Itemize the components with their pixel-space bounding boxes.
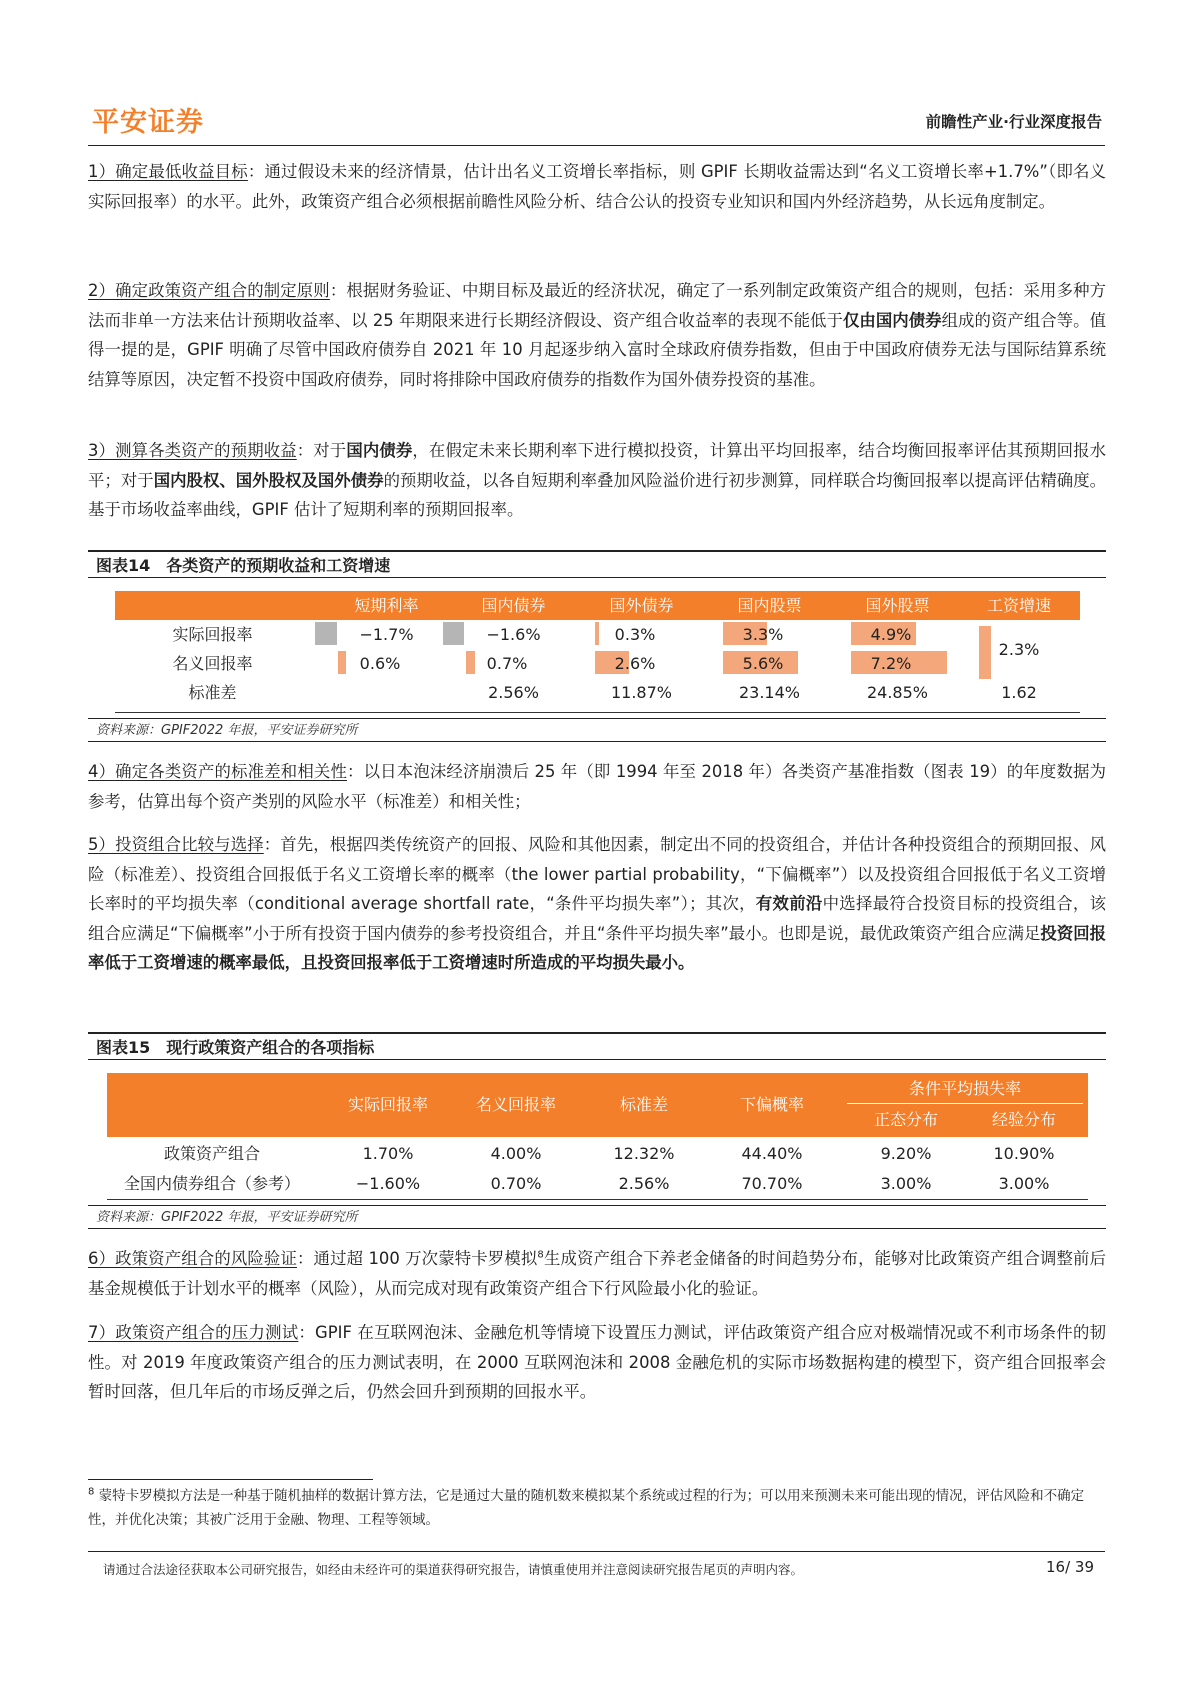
figure15-row0-v5: 10.90% [993, 1144, 1055, 1163]
figure15-row0-v0: 1.70% [362, 1144, 414, 1163]
figure15-row0-v1: 4.00% [490, 1144, 542, 1163]
figure15-title: 图表15 现行政策资产组合的各项指标 [88, 1032, 1106, 1060]
figure14-col-5: 工资增速 [986, 596, 1051, 615]
figure15-row1-label: 全国内债券组合（参考） [123, 1174, 300, 1193]
paragraph-1 [88, 157, 1106, 216]
p4-lead: 4）确定各类资产的标准差和相关性 [88, 762, 348, 781]
figure15-sub-1: 经验分布 [991, 1110, 1056, 1129]
p4-text: ：以日本泡沫经济崩溃后 25 年（即 1994 年至 2018 年）各类资产基准指数（图表 19）的年度数据为参考，估算出每个资产类别的风险水平（标准差）和相关性； [88, 762, 1106, 811]
figure14-nominal-3: 5.6% [742, 654, 784, 673]
p2-lead: 2）确定政策资产组合的制定原则 [88, 281, 330, 300]
figure15-row1-v2: 2.56% [618, 1174, 670, 1193]
figure15-row0-v3: 44.40% [741, 1144, 803, 1163]
p5-text-a: ：首先，根据四类传统资产的回报、风险和其他因素，制定出不同的投资组合，并估计各种投资组合的预期回报、风险（标准差）、投资组合回报低于名义工资增长率的概率（the lower partial probability，“下偏概率”）以及投资组合回报低于名义工资增长率时的平均损失率（conditional average shortfall rate，“条件平均损失率”）；其次， [88, 835, 1106, 913]
p5-bold-b: 投资回报率低于工资增速的概率最低，且投资回报率低于工资增速时所造成的平均损失最小。 [88, 923, 1106, 972]
footnote-mark: 8 [88, 1486, 95, 1498]
p2-text-a: ：根据财务验证、中期目标及最近的经济状况，确定了一系列制定政策资产组合的规则，包括：采用多种方法而非单一方法来估计预期收益率、以 25 年期限来进行长期经济假设、资产组合收益率的表现不能低于 [88, 281, 1107, 330]
figure14-real-2: 0.3% [614, 625, 656, 644]
p3-text-c: 的预期收益，以各自短期利率叠加风险溢价进行初步测算，同样联合均衡回报率以提高评估精确度。基于市场收益率曲线，GPIF 估计了短期利率的预期回报率。 [88, 470, 1107, 519]
figure15-row0-v4: 9.20% [880, 1144, 932, 1163]
figure15-col-3: 下偏概率 [739, 1095, 804, 1114]
p1-lead: 1）确定最低收益目标 [88, 162, 248, 181]
p5-bold-a: 有效前沿 [755, 894, 823, 913]
figure14-stdev-3: 23.14% [738, 683, 800, 702]
figure14-title: 图表14 各类资产的预期收益和工资增速 [88, 550, 1106, 578]
paragraph-7 [88, 1318, 1106, 1407]
p3-text-a: ：对于 [296, 441, 347, 460]
p5-lead: 5）投资组合比较与选择 [88, 835, 264, 854]
figure15-col-2: 标准差 [619, 1095, 668, 1114]
figure14-wage: 2.3% [998, 640, 1040, 659]
figure14-source: 资料来源：GPIF2022 年报，平安证券研究所 [88, 718, 1106, 742]
figure15-row1-v3: 70.70% [741, 1174, 803, 1193]
figure14-nominal-0: 0.6% [359, 654, 401, 673]
figure14-real-3: 3.3% [742, 625, 784, 644]
footnote-divider [88, 1479, 373, 1480]
figure14-row-stdev: 标准差 [188, 683, 237, 702]
figure15-row1-v0: −1.60% [355, 1174, 421, 1193]
figure14-col-4: 国外股票 [865, 596, 930, 615]
figure15-source: 资料来源：GPIF2022 年报，平安证券研究所 [88, 1205, 1106, 1229]
figure14-col-0: 短期利率 [354, 596, 419, 615]
p3-lead: 3）测算各类资产的预期收益 [88, 441, 297, 460]
p2-text-b: 组成的资产组合等。值得一提的是，GPIF 明确了尽管中国政府债券自 2021 年 10 月起逐步纳入富时全球政府债券指数，但由于中国政府债券无法与国际结算系统结算等原因，决定暂不投资中国政府债券，同时将排除中国政府债券的指数作为国外债券投资的基准。 [88, 310, 1106, 389]
p3-bold-b: 国内股权、国外股权及国外债券 [153, 470, 384, 490]
footer-divider [88, 1551, 1105, 1552]
header-divider [88, 145, 1105, 146]
footnote-text: 蒙特卡罗模拟方法是一种基于随机抽样的数据计算方法，它是通过大量的随机数来模拟某个系统或过程的行为；可以用来预测未来可能出现的情况，评估风险和不确定性，并优化决策；其被广泛用于金融、物理、工程等领域。 [88, 1488, 1085, 1528]
paragraph-5 [88, 830, 1106, 978]
figure14-real-4: 4.9% [870, 625, 912, 644]
company-logo: 平安证券 [92, 107, 204, 138]
figure15-bottom-rule [107, 1199, 1088, 1200]
figure14-real-0: −1.7% [359, 625, 414, 644]
p6-text-b: 生成资产组合下养老金储备的时间趋势分布，能够对比政策资产组合调整前后基金规模低于计划水平的概率（风险），从而完成对现有政策资产组合下行风险最小化的验证。 [88, 1249, 1106, 1298]
paragraph-2 [88, 276, 1106, 394]
figure14-real-1: −1.6% [486, 625, 541, 644]
paragraph-6 [88, 1244, 1106, 1303]
figure14-nominal-4: 7.2% [870, 654, 912, 673]
footer-disclaimer: 请通过合法途径获取本公司研究报告，如经由未经许可的渠道获得研究报告，请慎重使用并注意阅读研究报告尾页的声明内容。 [103, 1562, 804, 1577]
report-type: 前瞻性产业·行业深度报告 [925, 113, 1102, 131]
figure15-row0-label: 政策资产组合 [163, 1144, 260, 1163]
figure15-sub-0: 正态分布 [873, 1110, 938, 1129]
figure14-col-3: 国内股票 [737, 596, 802, 615]
p5-text-b: 中选择最符合投资目标的投资组合，该组合应满足“下偏概率”小于所有投资于国内债券的参考投资组合，并且“条件平均损失率”最小。也即是说，最优政策资产组合应满足 [88, 894, 1107, 943]
figure14-col-2: 国外债券 [609, 596, 674, 615]
p1-text: ：通过假设未来的经济情景，估计出名义工资增长率指标，则 GPIF 长期收益需达到“名义工资增长率+1.7%”（即名义实际回报率）的水平。此外，政策资产组合必须根据前瞻性风险分析、结合公认的投资专业知识和国内外经济趋势，从长远角度制定。 [88, 162, 1107, 211]
figure14-stdev-1: 2.56% [488, 683, 539, 702]
figure14-stdev-5: 1.62 [1001, 683, 1037, 702]
figure15-row1-v4: 3.00% [880, 1174, 932, 1193]
paragraph-3 [88, 436, 1106, 525]
p3-bold-a: 国内债券 [346, 441, 413, 460]
p3-text-b: ，在假定未来长期利率下进行模拟投资，计算出平均回报率，结合均衡回报率评估其预期回报水平；对于 [88, 441, 1107, 490]
figure15-col-1: 名义回报率 [475, 1095, 556, 1114]
p7-lead: 7）政策资产组合的压力测试 [88, 1323, 299, 1342]
figure15-row1-v5: 3.00% [998, 1174, 1050, 1193]
p6-text-a: ：通过超 100 万次蒙特卡罗模拟 [297, 1249, 538, 1268]
figure14-bottom-rule [115, 712, 1080, 713]
page-number: 16/ 39 [1046, 1558, 1094, 1576]
figure14-row-real: 实际回报率 [172, 625, 253, 644]
figure14-nominal-1: 0.7% [486, 654, 528, 673]
footnote [88, 1484, 1106, 1532]
figure15-group-header: 条件平均损失率 [908, 1079, 1021, 1098]
figure14-row-nominal: 名义回报率 [172, 654, 253, 673]
figure14-col-1: 国内债券 [481, 596, 546, 615]
figure14-stdev-2: 11.87% [610, 683, 672, 702]
paragraph-4 [88, 757, 1106, 816]
figure14-stdev-4: 24.85% [866, 683, 928, 702]
figure15-row0-v2: 12.32% [613, 1144, 675, 1163]
p2-bold: 仅由国内债券 [842, 310, 942, 330]
p6-footnote-mark: 8 [537, 1249, 544, 1261]
figure15-row1-v1: 0.70% [490, 1174, 542, 1193]
p7-text: ：GPIF 在互联网泡沫、金融危机等情境下设置压力测试，评估政策资产组合应对极端情况或不利市场条件的韧性。对 2019 年度政策资产组合的压力测试表明，在 2000 互联网泡沫和 2008 金融危机的实际市场数据构建的模型下，资产组合回报率会暂时回落，但几年后的市场反弹之后，仍然会回升到预期的回报水平。 [88, 1323, 1106, 1401]
figure14-nominal-2: 2.6% [614, 654, 656, 673]
p6-lead: 6）政策资产组合的风险验证 [88, 1249, 297, 1268]
figure15-col-0: 实际回报率 [347, 1095, 428, 1114]
figure15-group-rule [847, 1103, 1083, 1104]
